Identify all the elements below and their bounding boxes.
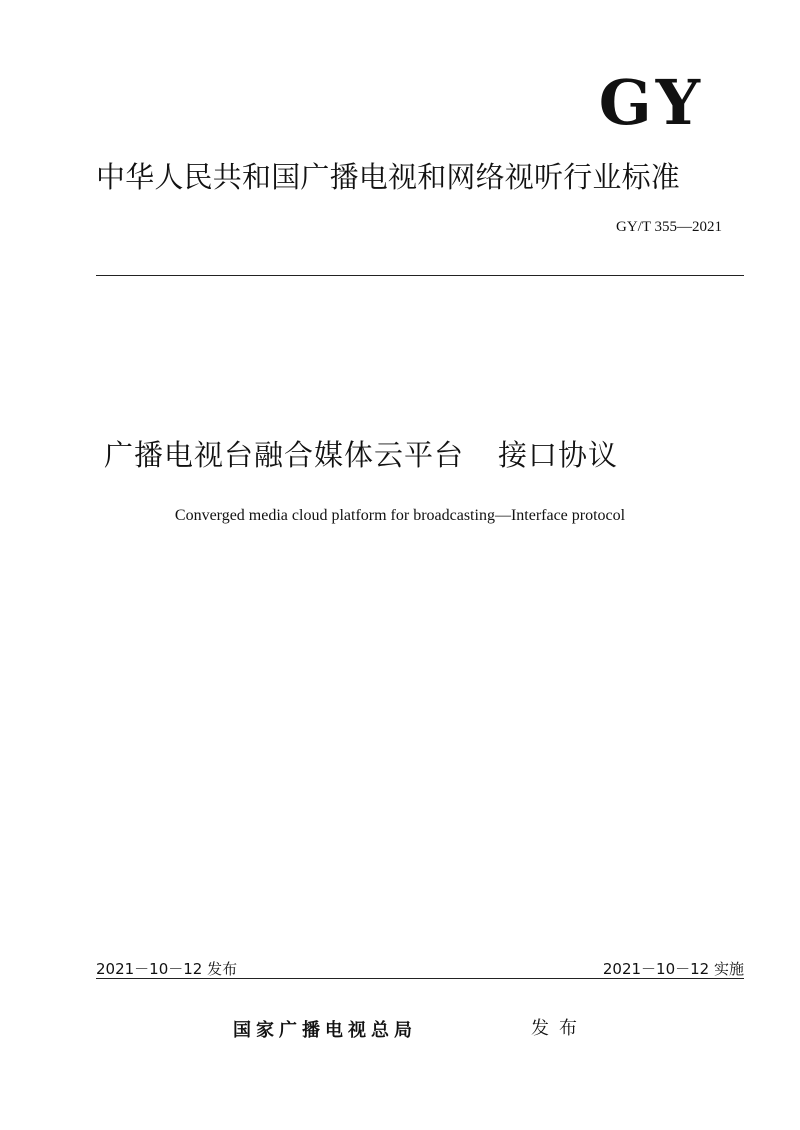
issue-label: 发布 [531, 1018, 587, 1039]
implement-date: 2021－10－12 实施 [602, 960, 744, 978]
standard-code: GY/T 355—2021 [616, 219, 722, 235]
bottom-divider [96, 978, 744, 979]
publish-date: 2021－10－12 发布 [96, 960, 238, 978]
document-title-sub: 接口协议 [498, 438, 619, 472]
document-title-main: 广播电视台融合媒体云平台 [104, 438, 465, 472]
document-title [104, 435, 618, 475]
gy-logo: GY [598, 66, 704, 139]
issuing-authority: 国家广播电视总局 [233, 1020, 417, 1041]
document-english-title: Converged media cloud platform for broadcasting—Interface protocol [174, 507, 626, 524]
top-divider [96, 275, 744, 276]
standard-category-title: 中华人民共和国广播电视和网络视听行业标准 [96, 160, 681, 194]
